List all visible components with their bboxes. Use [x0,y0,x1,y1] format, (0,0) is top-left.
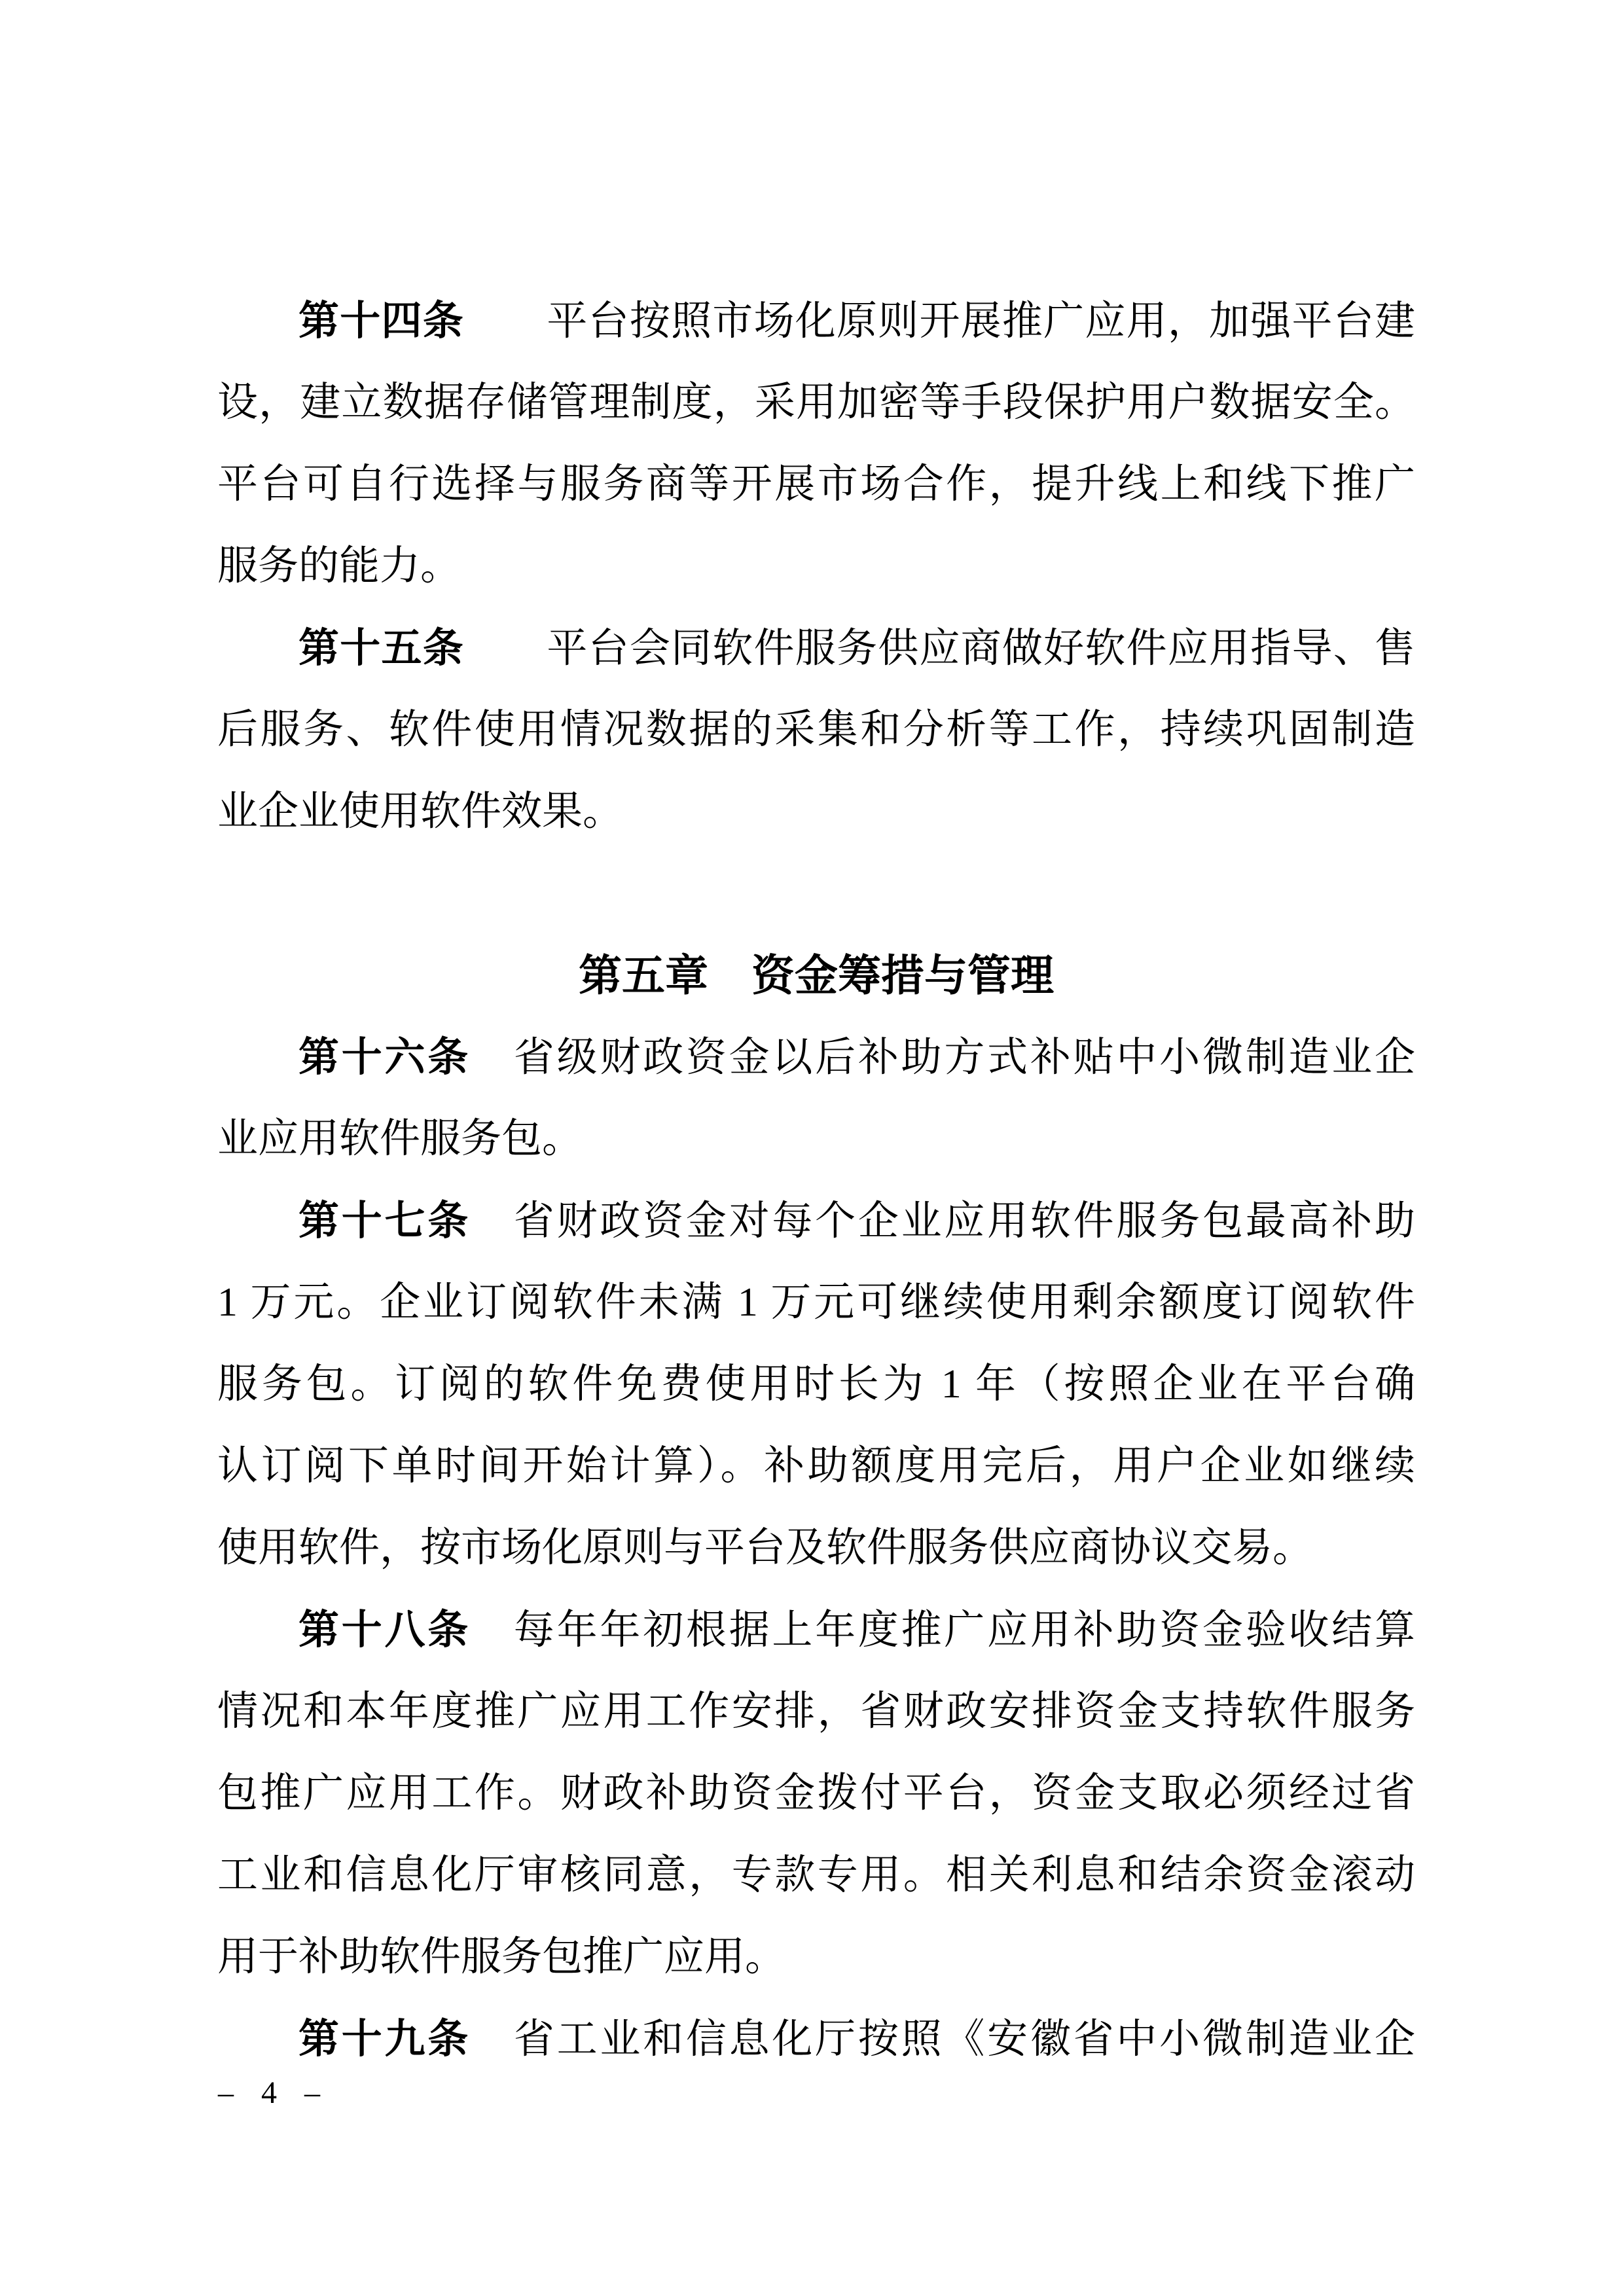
article-number: 第十六条 [298,1035,471,1080]
text-line: 包推广应用工作。财政补助资金拨付平台，资金支取必须经过省 [217,1771,1415,1816]
text-line: 使用软件，按市场化原则与平台及软件服务供应商协议交易。 [217,1526,1314,1570]
text-line [217,280,1415,362]
article-number: 第十四条 [298,298,464,344]
article-number: 第十五条 [298,626,464,671]
text-line: 认订阅下单时间开始计算）。补助额度用完后，用户企业如继续 [217,1444,1415,1488]
text-line [217,1180,1415,1262]
line-text: 省财政资金对每个企业应用软件服务包最高补助 [471,1199,1415,1244]
text-line: 业应用软件服务包。 [217,1117,583,1161]
text-line: 服务的能力。 [217,544,461,588]
text-line: 后服务、软件使用情况数据的采集和分析等工作，持续巩固制造 [217,708,1415,752]
text-line: 平台可自行选择与服务商等开展市场合作，提升线上和线下推广 [217,462,1415,507]
text-line [217,1589,1415,1671]
text-column [217,280,1415,2080]
text-line [217,1016,1415,1098]
text-line: 业企业使用软件效果。 [217,789,624,834]
text-line: 服务包。订阅的软件免费使用时长为 1 年（按照企业在平台确 [217,1362,1415,1407]
text-line [217,1998,1415,2080]
line-text: 省级财政资金以后补助方式补贴中小微制造业企 [471,1035,1415,1080]
text-line: 1 万元。企业订阅软件未满 1 万元可继续使用剩余额度订阅软件 [217,1280,1415,1325]
blank-line [217,853,1415,935]
text-line: 设，建立数据存储管理制度，采用加密等手段保护用户数据安全。 [217,380,1415,425]
article-number: 第十七条 [298,1198,471,1244]
article-number: 第十九条 [298,2017,471,2062]
line-text: 省工业和信息化厅按照《安徽省中小微制造业企 [471,2017,1415,2062]
line-text: 平台按照市场化原则开展推广应用，加强平台建 [463,299,1415,344]
chapter-heading: 第五章 资金筹措与管理 [579,951,1054,999]
article-number: 第十八条 [298,1607,471,1653]
text-line: 工业和信息化厅审核同意，专款专用。相关利息和结余资金滚动 [217,1853,1415,1897]
page-number: – 4 – [218,2075,321,2110]
text-line [217,607,1415,689]
line-text: 平台会同软件服务供应商做好软件应用指导、售 [463,626,1415,671]
text-line: 用于补助软件服务包推广应用。 [217,1935,786,1979]
text-line: 情况和本年度推广应用工作安排，省财政安排资金支持软件服务 [217,1689,1415,1734]
line-text: 每年年初根据上年度推广应用补助资金验收结算 [471,1608,1415,1653]
